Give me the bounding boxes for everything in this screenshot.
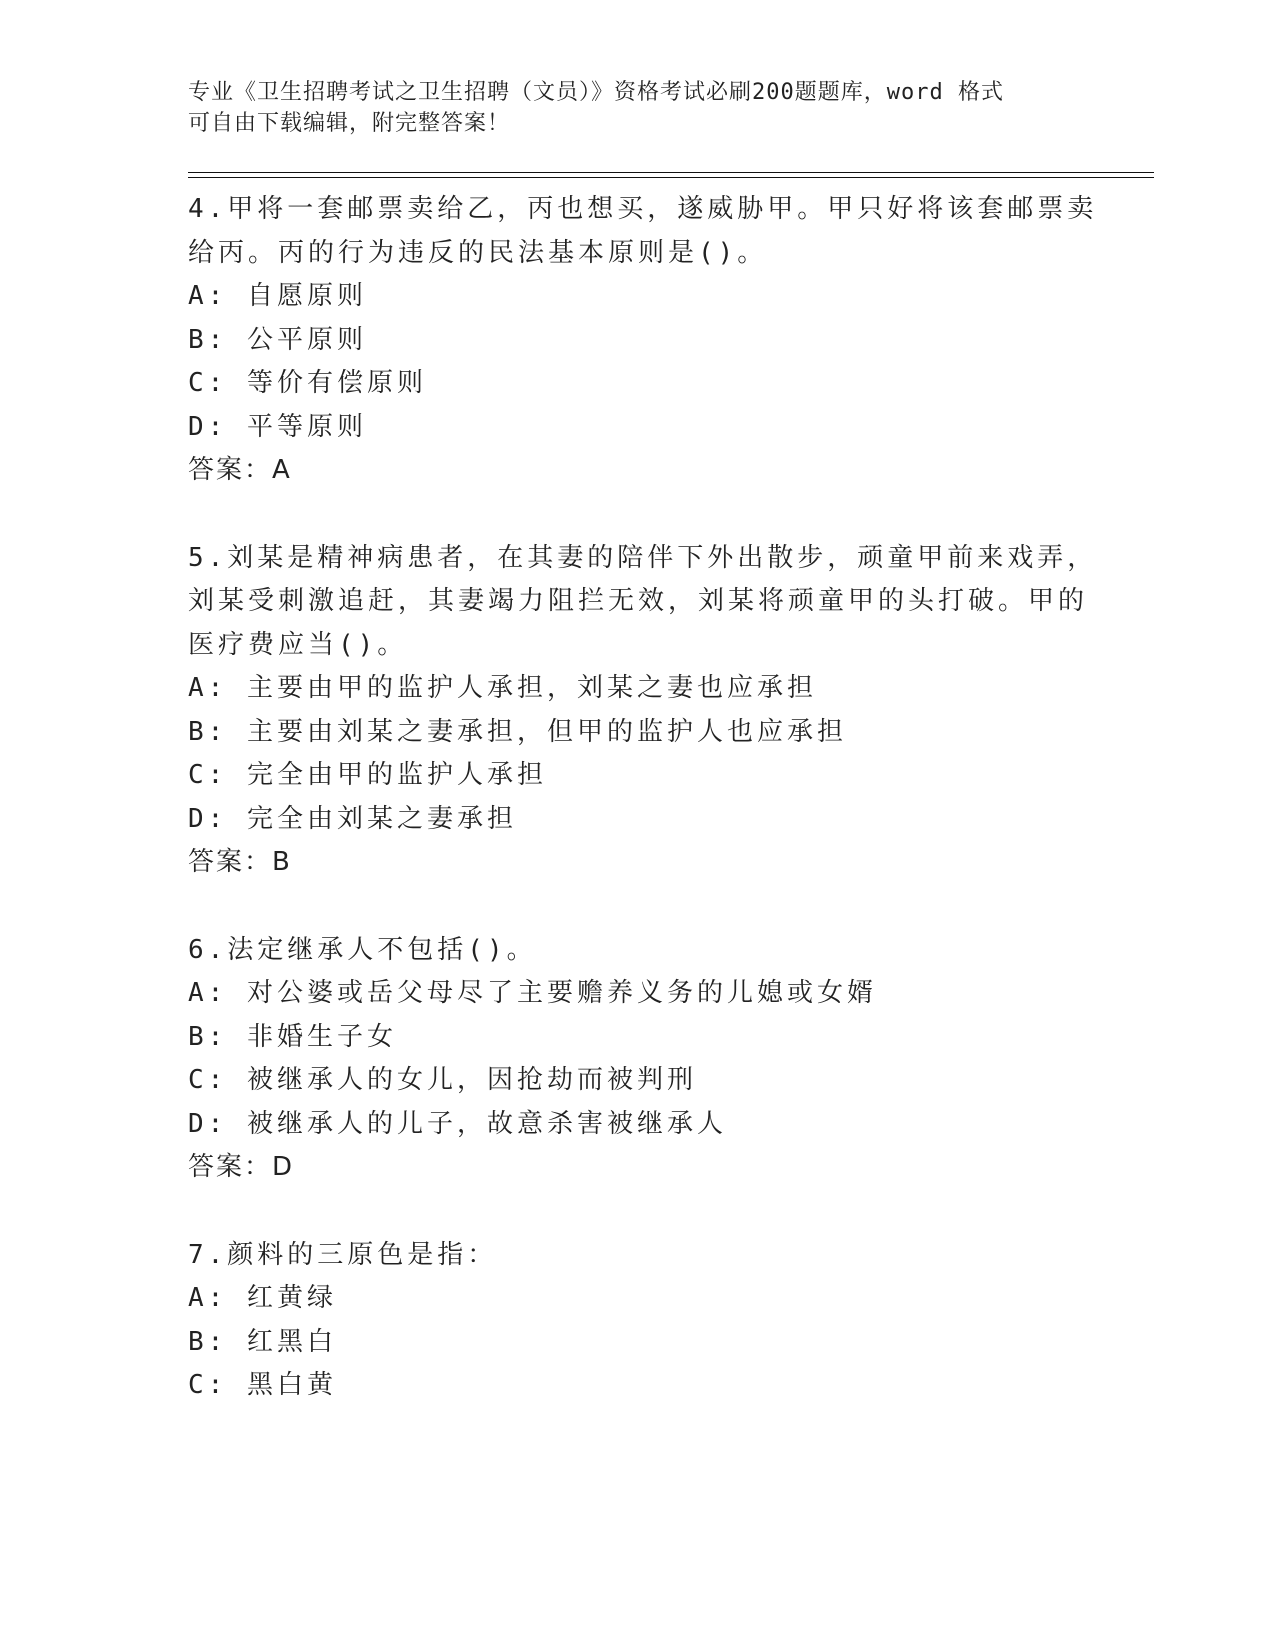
question-5-option-a: A: 主要由甲的监护人承担，刘某之妻也应承担 [188,673,817,703]
question-5-option-b: B: 主要由刘某之妻承担，但甲的监护人也应承担 [188,717,847,747]
question-5-text-line-3: 医疗费应当()。 [188,630,408,660]
header-divider-top [188,172,1154,173]
question-6-option-a: A: 对公婆或岳父母尽了主要赡养义务的儿媳或女婿 [188,978,877,1008]
question-5-text-line-2: 刘某受刺激追赶，其妻竭力阻拦无效，刘某将顽童甲的头打破。甲的 [188,586,1089,616]
question-4-option-d: D: 平等原则 [188,412,367,442]
question-4-option-c: C: 等价有偿原则 [188,368,427,398]
question-4-option-b: B: 公平原则 [188,325,367,355]
question-4-text-line-2: 给丙。丙的行为违反的民法基本原则是()。 [188,238,768,268]
question-4-option-a: A: 自愿原则 [188,281,367,311]
question-5-option-d: D: 完全由刘某之妻承担 [188,804,517,834]
question-5-option-c: C: 完全由甲的监护人承担 [188,760,547,790]
question-6-option-d: D: 被继承人的儿子，故意杀害被继承人 [188,1109,727,1139]
header-divider-bottom [188,177,1154,178]
question-6-text-line-1: 6.法定继承人不包括()。 [188,935,537,965]
question-7-option-c: C: 黑白黄 [188,1370,337,1400]
question-6-answer: 答案：D [188,1152,295,1182]
document-header-line-2: 可自由下载编辑，附完整答案！ [188,111,511,136]
document-header-line-1: 专业《卫生招聘考试之卫生招聘（文员）》资格考试必刷200题题库，word 格式 [188,80,1004,105]
question-5-answer: 答案：B [188,847,292,877]
question-4-answer: 答案：A [188,455,292,485]
question-7-option-a: A: 红黄绿 [188,1283,337,1313]
question-6-option-b: B: 非婚生子女 [188,1022,397,1052]
question-4-text-line-1: 4.甲将一套邮票卖给乙，丙也想买，遂威胁甲。甲只好将该套邮票卖 [188,194,1098,224]
question-5-text-line-1: 5.刘某是精神病患者，在其妻的陪伴下外出散步，顽童甲前来戏弄， [188,543,1098,573]
question-7-option-b: B: 红黑白 [188,1327,337,1357]
question-7-text-line-1: 7.颜料的三原色是指： [188,1240,498,1270]
question-6-option-c: C: 被继承人的女儿，因抢劫而被判刑 [188,1065,697,1095]
